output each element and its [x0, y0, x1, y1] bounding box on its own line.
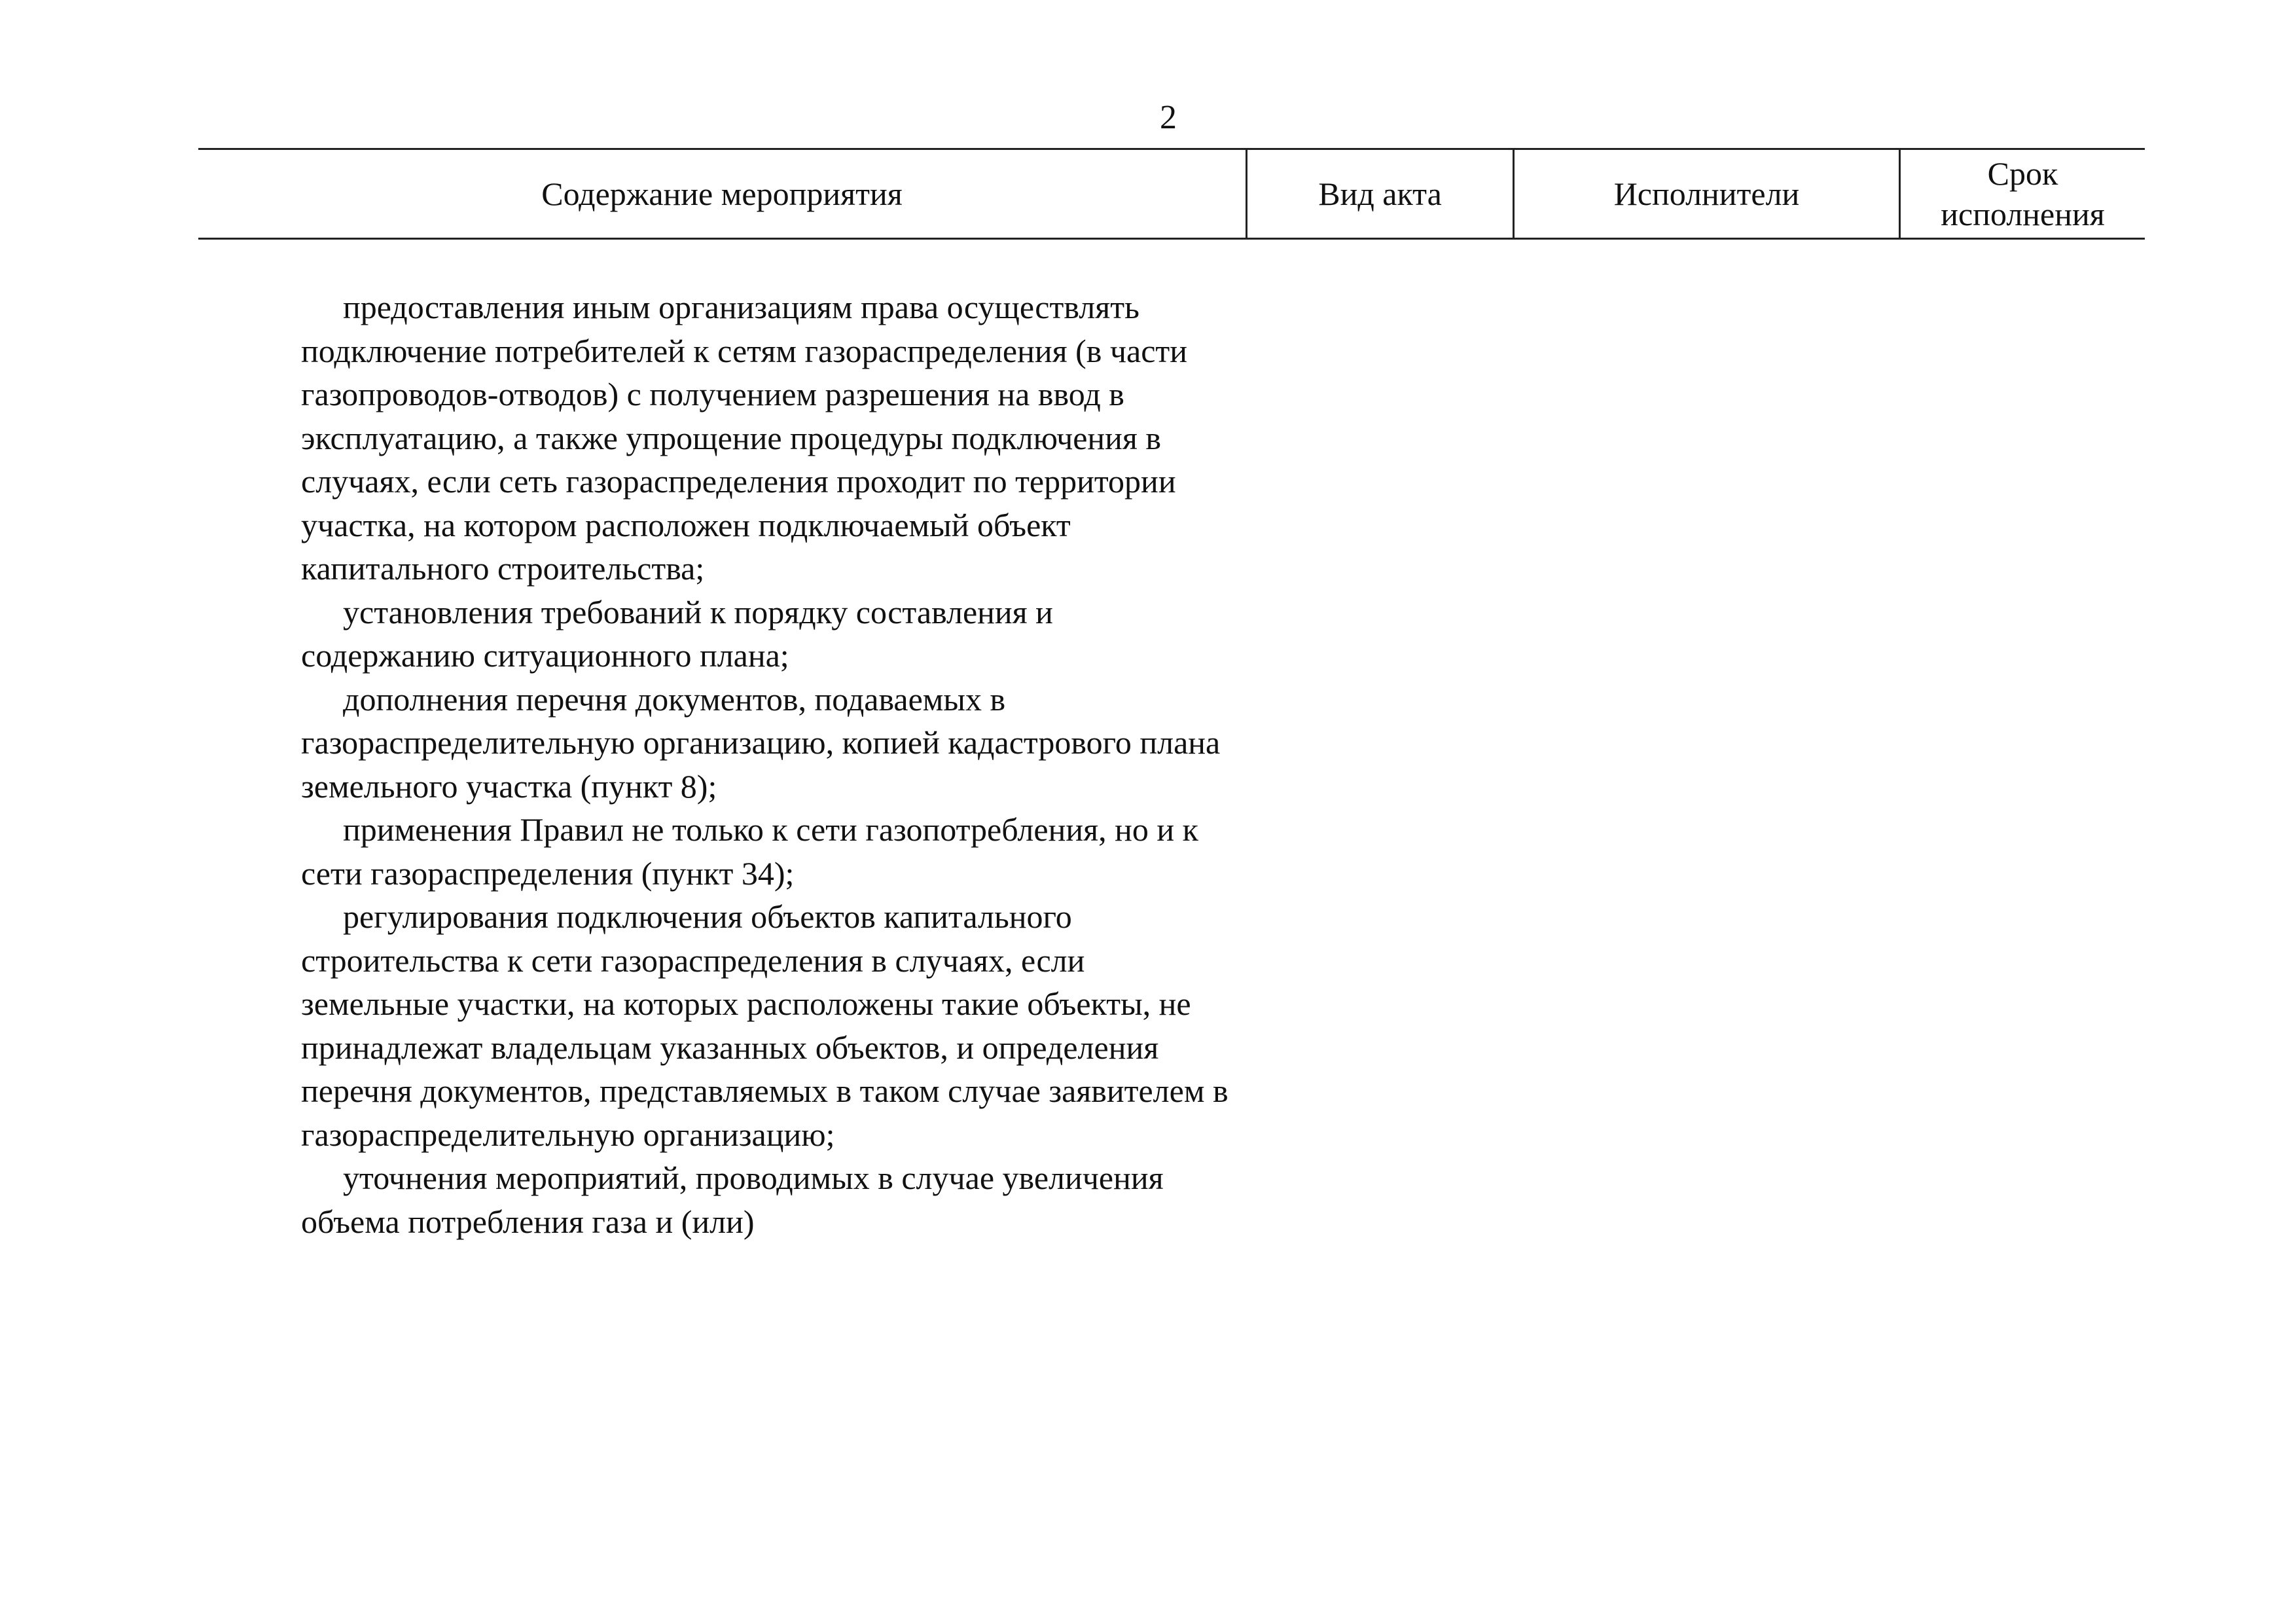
paragraph: уточнения мероприятий, проводимых в случае увеличения объема потребления газа и (или): [301, 1159, 1164, 1240]
paragraph: установления требований к порядку составления и содержанию ситуационного плана;: [301, 593, 1053, 674]
header-cell-deadline-line1: Срок: [1987, 155, 2058, 192]
header-cell-deadline-line2: исполнения: [1941, 196, 2105, 232]
header-cell-executors: Исполнители: [1513, 150, 1899, 238]
paragraph: дополнения перечня документов, подаваемых в газораспределительную организацию, копией кадастрового плана земельного участка (пункт 8);: [301, 680, 1221, 805]
header-cell-content: Содержание мероприятия: [541, 175, 903, 212]
header-cell-deadline: [1899, 150, 2145, 238]
table-header: [198, 148, 2145, 240]
header-cell-act-type: Вид акта: [1246, 150, 1513, 238]
paragraph: регулирования подключения объектов капитального строительства к сети газораспределения в случаях, если земельные участки, на которых расположены такие объекты, не принадлежат владельцам указанных объектов, и определения перечня документов, представляемых в таком случае заявителем в газораспределительную организацию;: [301, 898, 1229, 1153]
paragraph: применения Правил не только к сети газопотребления, но и к сети газораспределения (пункт 34);: [301, 811, 1198, 892]
paragraph: предоставления иным организациям права осуществлять подключение потребителей к сетям газораспределения (в части газопроводов-отводов) с получением разрешения на ввод в эксплуатацию, а также упрощение процедуры подключения в случаях, если сеть газораспределения проходит по территории участка, на котором расположен подключаемый объект капитального строительства;: [301, 289, 1188, 587]
measure-content-text: [301, 285, 1230, 1243]
page-number: 2: [1160, 99, 1177, 136]
